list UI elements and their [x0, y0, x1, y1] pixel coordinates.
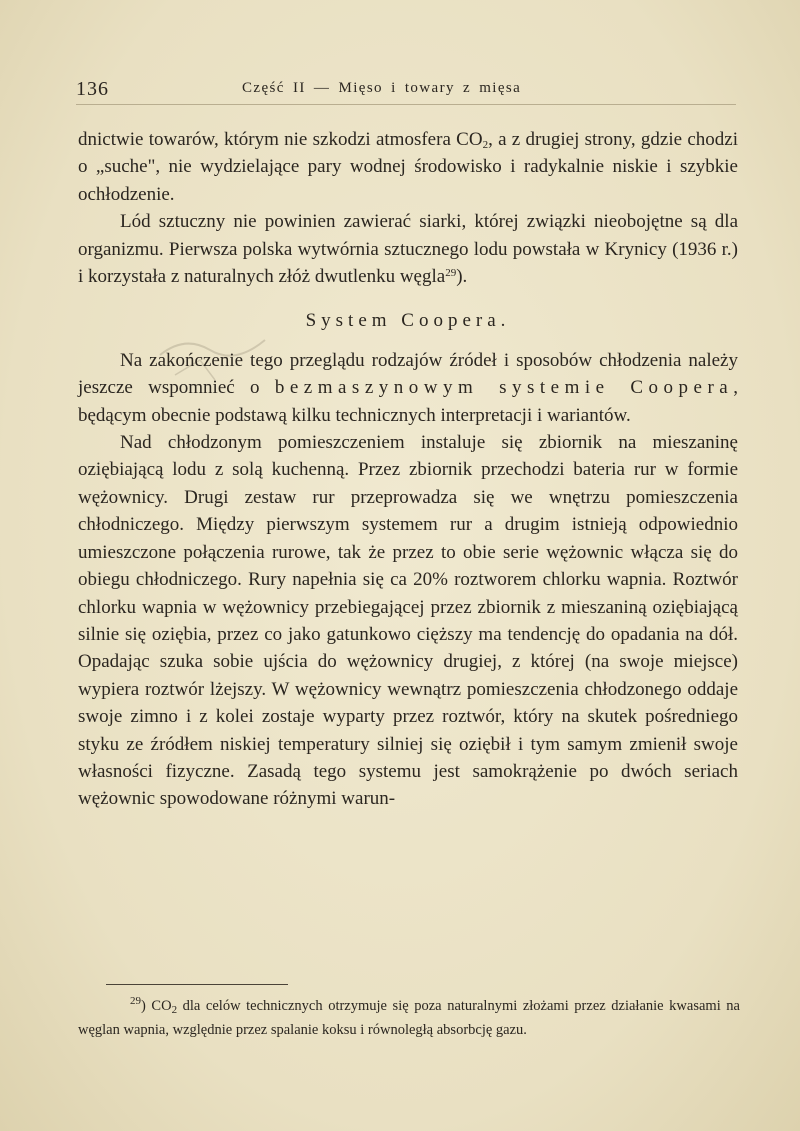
paragraph-1: dnictwie towarów, którym nie szkodzi atmosfera $CO_2$, a z drugiej strony, gdzie chodzi o „suche", nie wydzielające pary wodnej środowisko i radykalnie niskie i szybkie ochłodzenie.	[78, 129, 738, 205]
footnote-ref[interactable]: 29	[445, 267, 457, 280]
body-text	[78, 126, 738, 813]
paragraph-4: Nad chłodzonym pomieszczeniem instaluje się zbiornik na mieszaninę oziębiającą lodu z solą kuchenną. Przez zbiornik przechodzi bateria rur w formie wężownicy. Drugi zestaw rur przeprowadza się we wnętrzu pomieszczenia chłodniczego. Między pierwszym systemem rur a drugim istnieją odpowiednio umieszczone połączenia rurowe, tak że przez to obie serie wężownic włącza się do obiegu chłodniczego. Rury napełnia się ca 20% roztworem chlorku wapnia. Roztwór chlorku wapnia w wężownicy przebiegającej przez zbiornik z mieszaniną oziębiającą silnie się oziębia, przez co jako gatunkowo cięższy ma tendencję do opadania na dół. Opadając szuka sobie ujścia do wężownicy drugiej, z której (na swoje miejsce) wypiera roztwór lżejszy. W wężownicy wewnątrz pomieszczenia chłodzonego oddaje swoje zimno i z kolei zostaje wyparty przez roztwór, który na skutek pośredniego styku ze źródłem niskiej temperatury silniej się oziębił i tym samym zmienił swoje własności fizyczne. Zasadą tego systemu jest samokrążenie po dwóch seriach wężownic spowodowane różnymi warun-	[78, 432, 738, 810]
running-head: Część II — Mięso i towary z mięsa	[242, 80, 522, 96]
header-rule	[76, 104, 736, 105]
section-title: System Coopera.	[305, 310, 511, 332]
footnote: $^{29}$) $CO_2$ dla celów technicznych otrzymuje się poza naturalnymi złożami przez działanie kwasami na węglan wapnia, względnie przez spalanie koksu i równoległą absorbcję gazu.	[78, 995, 740, 1038]
page-header	[76, 72, 736, 106]
paragraph-3: Na zakończenie tego przeglądu rodzajów źródeł i sposobów chłodzenia należy jeszcze wspomnieć o bezmaszynowym systemie Coopera, będącym obecnie podstawą kilku technicznych interpretacji i wariantów.	[78, 349, 738, 426]
footnote-rule	[106, 984, 288, 985]
paragraph-2: Lód sztuczny nie powinien zawierać siarki, której związki nieobojętne są dla organizmu. Pierwsza polska wytwórnia sztucznego lodu powstała w Krynicy (1936 r.) i korzystała z naturalnych złóż dwutlenku węgla$^{29}$).	[78, 211, 738, 288]
page-number: 136	[76, 78, 109, 100]
footnote-marker: 29	[130, 995, 141, 1007]
